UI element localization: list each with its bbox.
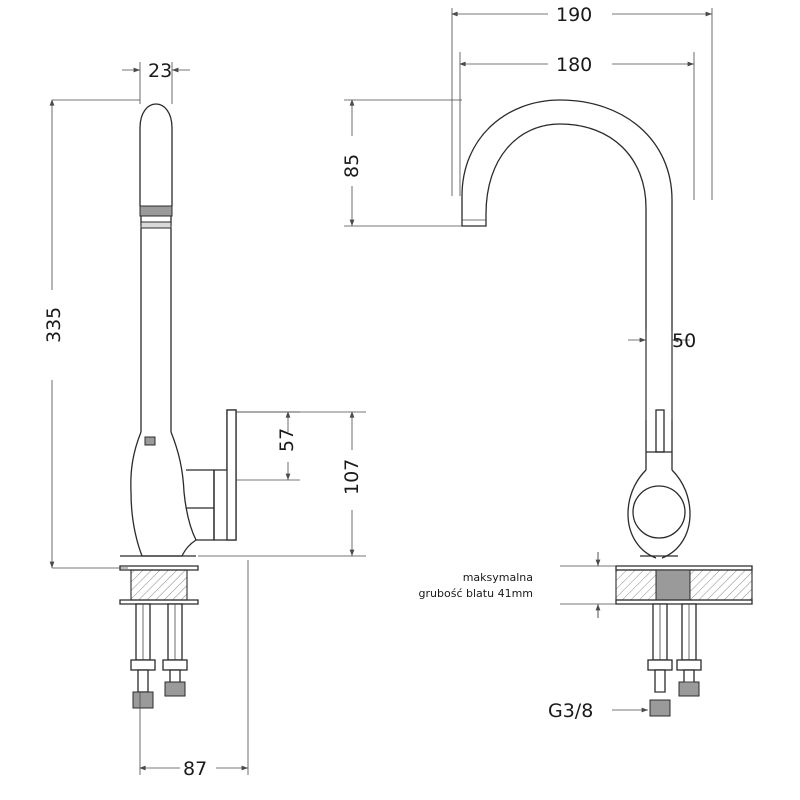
dim-body-height: 107 bbox=[341, 458, 363, 495]
dim-reach-outer: 190 bbox=[556, 4, 593, 26]
front-view-geometry bbox=[120, 104, 236, 708]
dim-base-diameter: 50 bbox=[672, 330, 697, 352]
dim-total-height: 335 bbox=[43, 306, 65, 343]
dim-handle-height: 57 bbox=[276, 427, 298, 452]
dim-base-depth: 87 bbox=[183, 758, 208, 780]
dim-spout-outlet-height: 85 bbox=[341, 153, 363, 178]
dim-spout-width-top: 23 bbox=[148, 60, 173, 82]
counter-note-line-2: grubość blatu 41mm bbox=[418, 587, 533, 600]
dim-reach-inner: 180 bbox=[556, 54, 593, 76]
side-view-geometry bbox=[462, 100, 752, 716]
counter-note-line-1: maksymalna bbox=[462, 571, 533, 584]
thread-label: G3/8 bbox=[548, 700, 594, 722]
front-view-dimensions bbox=[43, 60, 366, 780]
